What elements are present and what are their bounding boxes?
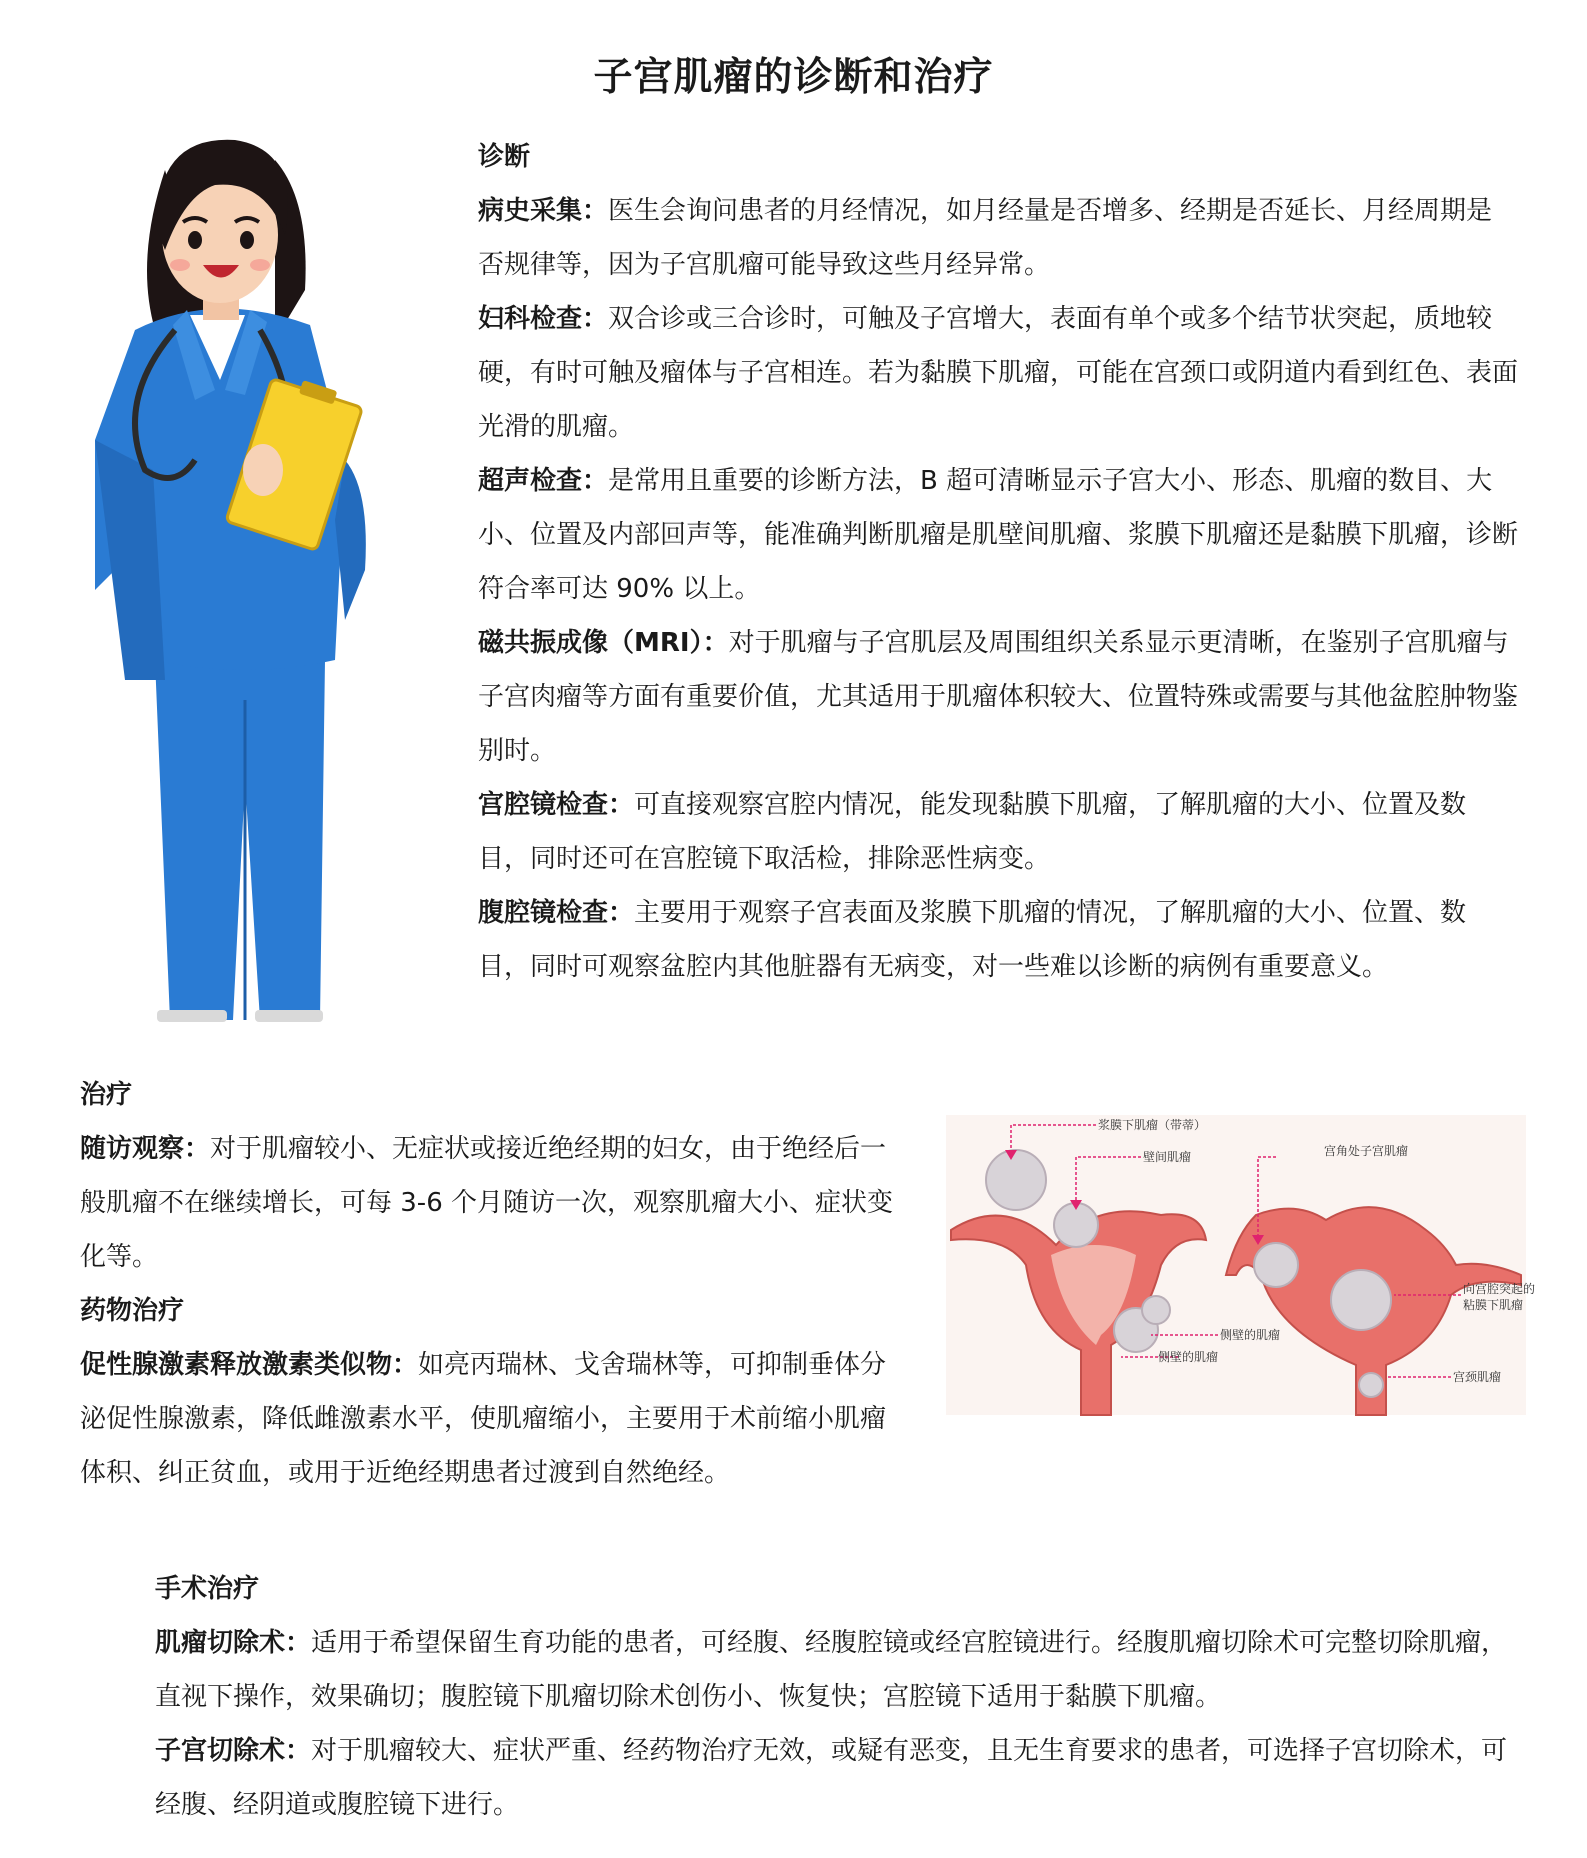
term: 肌瘤切除术：: [155, 1628, 312, 1658]
uterine-fibroid-diagram: [946, 1115, 1536, 1415]
item-text: 双合诊或三合诊时，可触及子宫增大，表面有单个或多个结节状突起，质地较硬，有时可触及瘤体与子宫相连。若为黏膜下肌瘤，可能在宫颈口或阴道内看到红色、表面光滑的肌瘤。: [478, 304, 1519, 442]
item-text: 可直接观察宫腔内情况，能发现黏膜下肌瘤，了解肌瘤的大小、位置及数目，同时还可在宫腔镜下取活检，排除恶性病变。: [478, 790, 1467, 874]
item-text: 适用于希望保留生育功能的患者，可经腹、经腹腔镜或经宫腔镜进行。经腹肌瘤切除术可完整切除肌瘤，直视下操作，效果确切；腹腔镜下肌瘤切除术创伤小、恢复快；宫腔镜下适用于黏膜下肌瘤。: [155, 1628, 1508, 1712]
label-cervical: 宫颈肌瘤: [1453, 1370, 1502, 1384]
treatment-heading: 治疗: [80, 1080, 133, 1110]
treatment-section: [80, 1068, 898, 1500]
term: 超声检查：: [478, 466, 609, 496]
label-lateral-wall-2: 侧壁的肌瘤: [1158, 1350, 1219, 1364]
term: 促性腺激素释放激素类似物：: [80, 1350, 419, 1380]
diagnosis-item-history: [478, 184, 1518, 292]
label-protruding-submucosal-2: 粘膜下肌瘤: [1463, 1298, 1524, 1312]
diagnosis-section: [478, 130, 1518, 994]
term: 病史采集：: [478, 196, 609, 226]
item-text: 对于肌瘤较小、无症状或接近绝经期的妇女，由于绝经后一般肌瘤不在继续增长，可每 3-6 个月随访一次，观察肌瘤大小、症状变化等。: [80, 1134, 893, 1272]
label-subserosal-pedunculated: 浆膜下肌瘤（带蒂）: [1098, 1118, 1207, 1132]
item-text: 对于肌瘤较大、症状严重、经药物治疗无效，或疑有恶变，且无生育要求的患者，可选择子宫切除术，可经腹、经阴道或腹腔镜下进行。: [155, 1736, 1508, 1820]
label-intramural: 壁间肌瘤: [1143, 1150, 1192, 1164]
treatment-item-followup: [80, 1122, 898, 1284]
treatment-item-gnrh: [80, 1338, 898, 1500]
term: 磁共振成像（MRI）：: [478, 628, 729, 658]
term: 妇科检查：: [478, 304, 609, 334]
surgery-heading: 手术治疗: [155, 1574, 260, 1604]
label-lateral-wall-1: 侧壁的肌瘤: [1220, 1328, 1281, 1342]
item-text: 如亮丙瑞林、戈舍瑞林等，可抑制垂体分泌促性腺激素，降低雌激素水平，使肌瘤缩小，主要用于术前缩小肌瘤体积、纠正贫血，或用于近绝经期患者过渡到自然绝经。: [80, 1350, 887, 1488]
diagnosis-item-hysteroscopy: [478, 778, 1518, 886]
surgery-section: [155, 1562, 1515, 1832]
page-title: 子宫肌瘤的诊断和治疗: [593, 55, 994, 100]
diagnosis-item-gyn-exam: [478, 292, 1518, 454]
surgery-item-myomectomy: [155, 1616, 1515, 1724]
term: 子宫切除术：: [155, 1736, 312, 1766]
label-cornual: 宫角处子宫肌瘤: [1324, 1144, 1409, 1158]
item-text: 对于肌瘤与子宫肌层及周围组织关系显示更清晰，在鉴别子宫肌瘤与子宫肉瘤等方面有重要价值，尤其适用于肌瘤体积较大、位置特殊或需要与其他盆腔肿物鉴别时。: [478, 628, 1519, 766]
item-text: 主要用于观察子宫表面及浆膜下肌瘤的情况，了解肌瘤的大小、位置、数目，同时可观察盆腔内其他脏器有无病变，对一些难以诊断的病例有重要意义。: [478, 898, 1467, 982]
label-protruding-submucosal-1: 向宫腔突起的: [1463, 1282, 1536, 1296]
surgery-item-hysterectomy: [155, 1724, 1515, 1832]
diagnosis-heading: 诊断: [478, 142, 531, 172]
doctor-illustration: [95, 140, 385, 1025]
term: 随访观察：: [80, 1134, 211, 1164]
diagnosis-item-laparoscopy: [478, 886, 1518, 994]
item-text: 是常用且重要的诊断方法，B 超可清晰显示子宫大小、形态、肌瘤的数目、大小、位置及内部回声等，能准确判断肌瘤是肌壁间肌瘤、浆膜下肌瘤还是黏膜下肌瘤，诊断符合率可达 90% 以上。: [478, 466, 1519, 604]
diagnosis-item-mri: [478, 616, 1518, 778]
term: 宫腔镜检查：: [478, 790, 635, 820]
item-text: 医生会询问患者的月经情况，如月经量是否增多、经期是否延长、月经周期是否规律等，因为子宫肌瘤可能导致这些月经异常。: [478, 196, 1493, 280]
drug-therapy-heading: 药物治疗: [80, 1296, 185, 1326]
term: 腹腔镜检查：: [478, 898, 635, 928]
diagnosis-item-ultrasound: [478, 454, 1518, 616]
